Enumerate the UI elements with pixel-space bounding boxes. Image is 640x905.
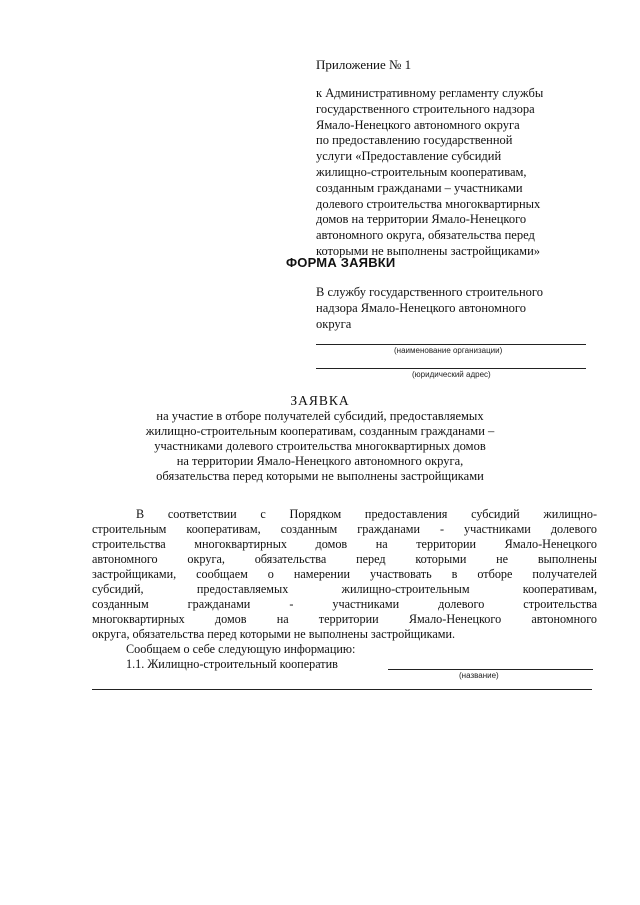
appendix-line: которыми не выполнены застройщиками» — [316, 243, 541, 258]
appendix-line: к Административному регламенту службы — [316, 86, 544, 100]
cooperative-name-field[interactable] — [388, 669, 593, 670]
organization-name-field[interactable] — [316, 344, 586, 345]
form-title: ФОРМА ЗАЯВКИ — [286, 255, 396, 270]
paragraph-line: строительным кооперативам, созданным гражданами - участниками долевого — [92, 522, 597, 536]
subtitle-line: жилищно-строительным кооперативам, созданным гражданами – — [145, 424, 495, 438]
subtitle-line: на территории Ямало-Ненецкого автономного округа, — [176, 454, 464, 468]
legal-address-field[interactable] — [316, 368, 586, 369]
paragraph-line: автономного округа, обязательства перед которыми не выполнены — [92, 552, 597, 566]
paragraph-line: многоквартирных домов на территории Ямало-Ненецкого автономного — [92, 612, 597, 626]
application-title: ЗАЯВКА — [290, 393, 350, 408]
subtitle-line: участниками долевого строительства многоквартирных домов — [154, 439, 486, 453]
paragraph-line: субсидий, предоставляемых жилищно-строительным кооперативам, — [92, 582, 597, 596]
appendix-line: Ямало-Ненецкого автономного округа — [316, 117, 520, 132]
subtitle-line: на участие в отборе получателей субсидий, предоставляемых — [156, 409, 484, 423]
appendix-line: созданным гражданами – участниками — [316, 180, 523, 195]
appendix-reference — [316, 86, 596, 260]
cooperative-name-continuation-field[interactable] — [92, 689, 592, 690]
appendix-title: Приложение № 1 — [316, 57, 412, 72]
appendix-line: автономного округа, обязательства перед — [316, 228, 535, 243]
appendix-line: жилищно-строительным кооперативам, — [316, 164, 527, 179]
paragraph-line: округа, обязательства перед которыми не выполнены застройщиками. — [92, 627, 456, 641]
recipient-line: В службу государственного строительного — [316, 285, 543, 299]
organization-caption: (наименование организации) — [394, 346, 503, 355]
address-caption: (юридический адрес) — [412, 370, 491, 379]
appendix-line: по предоставлению государственной — [316, 133, 513, 148]
appendix-line: государственного строительного надзора — [316, 101, 535, 116]
cooperative-label: 1.1. Жилищно-строительный кооператив — [126, 657, 338, 671]
recipient-line: округа — [316, 317, 352, 331]
application-subtitle — [0, 409, 640, 484]
name-caption: (название) — [459, 671, 499, 680]
paragraph-line: застройщиками, сообщаем о намерении участвовать в отборе получателей — [92, 567, 597, 581]
paragraph-line: строительства многоквартирных домов на территории Ямало-Ненецкого — [92, 537, 597, 551]
info-intro: Сообщаем о себе следующую информацию: — [126, 642, 356, 656]
subtitle-line: обязательства перед которыми не выполнены застройщиками — [156, 469, 484, 483]
recipient-line: надзора Ямало-Ненецкого автономного — [316, 301, 526, 315]
appendix-line: домов на территории Ямало-Ненецкого — [316, 212, 527, 227]
recipient-block — [316, 284, 596, 332]
paragraph-line: В соответствии с Порядком предоставления субсидий жилищно- — [136, 507, 597, 521]
appendix-line: услуги «Предоставление субсидий — [316, 149, 502, 164]
paragraph-line: созданным гражданами - участниками долевого строительства — [92, 597, 597, 611]
appendix-line: долевого строительства многоквартирных — [316, 196, 541, 211]
